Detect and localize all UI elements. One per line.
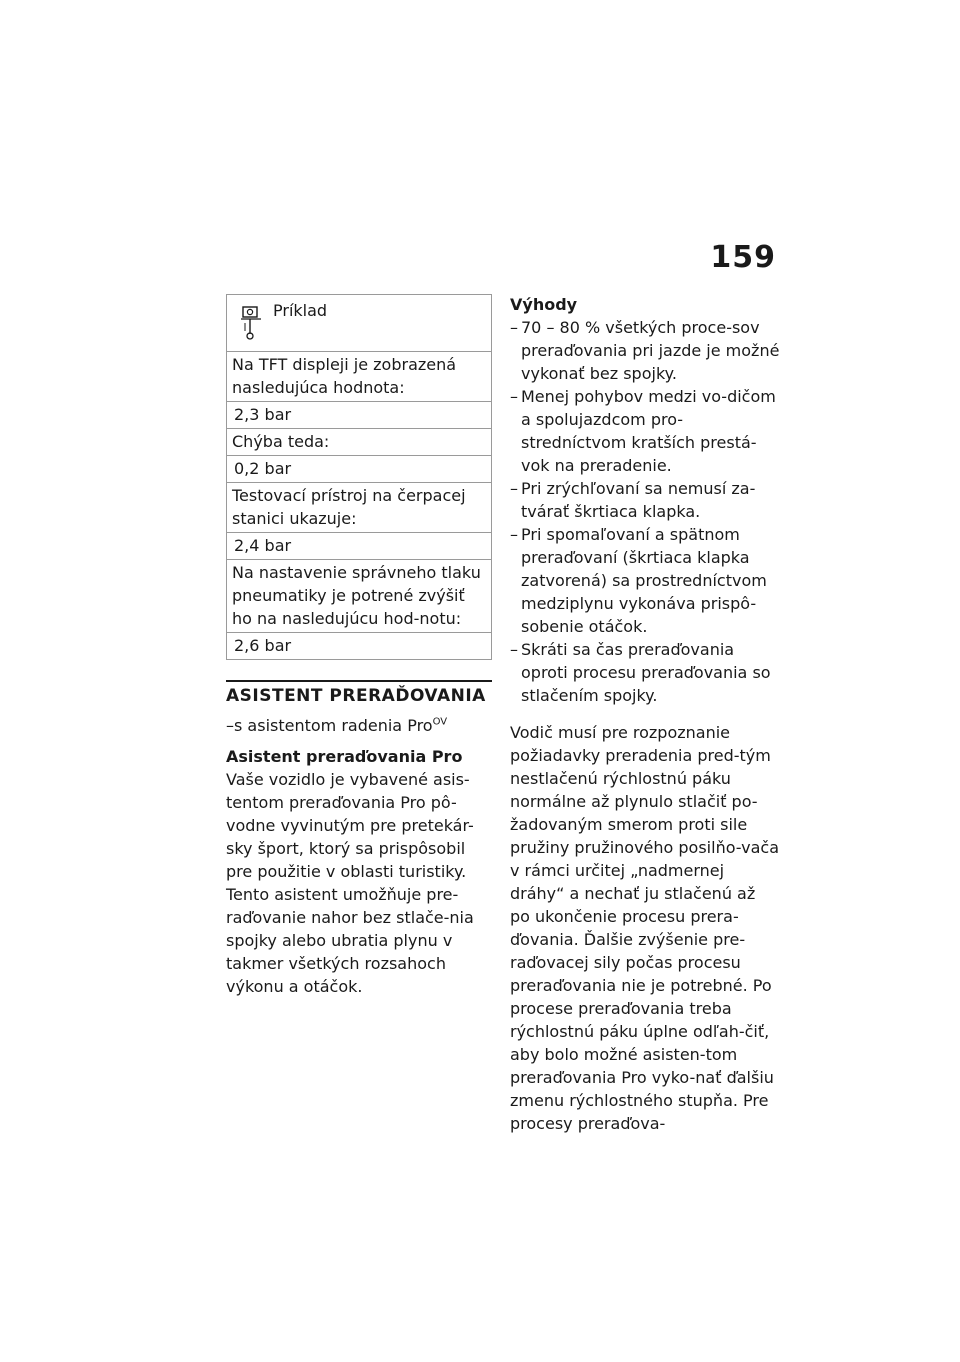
advantage-text: 70 – 80 % všetkých proce-sov preraďovania pri jazde je možné vykonať bez spojky. (521, 318, 780, 383)
right-column (510, 293, 780, 1135)
section-note-superscript: OV (432, 716, 448, 728)
example-label-row: Na nastavenie správneho tlaku pneumatiky je potrené zvýšiť ho na nasledujúcu hod-notu: (227, 560, 491, 633)
tire-gauge-icon (239, 305, 263, 341)
bullet-dash: – (510, 525, 518, 544)
left-column (226, 294, 492, 998)
example-value-row: 2,6 bar (234, 636, 292, 655)
advantage-item (510, 316, 780, 385)
bullet-dash: – (510, 479, 518, 498)
advantage-text: Pri zrýchľovaní sa nemusí za-tvárať škrtiaca klapka. (521, 479, 756, 521)
advantage-item (510, 477, 780, 523)
bullet-dash: – (510, 640, 518, 659)
advantages-list (510, 316, 780, 707)
section-paragraph: Vaše vozidlo je vybavené asis-tentom preraďovania Pro pô-vodne vyvinutým pre pretekár-sky šport, ktorý sa prispôsobil pre použitie v oblasti turistiky. Tento asistent umožňuje pre-raďovanie nahor bez stlače-nia spojky alebo ubratia plynu v takmer všetkých rozsahoch výkonu a otáčok. (226, 770, 474, 996)
bullet-dash: – (510, 387, 518, 406)
advantage-item (510, 385, 780, 477)
example-label-row: Na TFT displeji je zobrazená nasledujúca hodnota: (227, 352, 491, 402)
section-heading: ASISTENT PRERAĎOVANIA (226, 680, 492, 706)
example-box-header (227, 295, 491, 352)
advantage-item (510, 638, 780, 707)
example-box (226, 294, 492, 660)
advantage-text: Menej pohybov medzi vo-dičom a spolujazdcom pro-stredníctvom kratších prestá-vok na preradenie. (521, 387, 776, 475)
example-box-title: Príklad (273, 301, 328, 320)
advantage-item (510, 523, 780, 638)
advantage-text: Skráti sa čas preraďovania oproti procesu preraďovania so stlačením spojky. (521, 640, 771, 705)
example-label-row: Chýba teda: (227, 429, 491, 456)
right-paragraph: Vodič musí pre rozpoznanie požiadavky preradenia pred-tým nestlačenú rýchlostnú páku normálne až plynulo stlačiť po-žadovaným smerom proti sile pružiny pružinového posilňo-vača v rámci určitej „nadmernej dráhy“ a nechať ju stlačenú až po ukončenie procesu prera-ďovania. Ďalšie zvýšenie pre-raďovacej sily počas procesu preraďovania nie je potrebné. Po procese preraďovania treba rýchlostnú páku úplne odľah-čiť, aby bolo možné asisten-tom preraďovania Pro vyko-nať ďalšiu zmenu rýchlostného stupňa. Pre procesy preraďova- (510, 723, 780, 1133)
section-note (226, 716, 492, 735)
example-value-row: 2,3 bar (227, 402, 491, 429)
example-value-row: 2,4 bar (227, 533, 491, 560)
advantages-heading: Výhody (510, 295, 578, 314)
example-label-row: Testovací prístroj na čerpacej stanici ukazuje: (227, 483, 491, 533)
example-value-row: 0,2 bar (227, 456, 491, 483)
page-number: 159 (710, 240, 776, 275)
section-note-text: –s asistentom radenia Pro (226, 716, 433, 735)
section-subheading: Asistent preraďovania Pro (226, 747, 463, 766)
example-box-rows (227, 352, 491, 659)
advantage-text: Pri spomaľovaní a spätnom preraďovaní (škrtiaca klapka zatvorená) sa prostredníctvom medziplynu vykonáva prispô-sobenie otáčok. (521, 525, 767, 636)
bullet-dash: – (510, 318, 518, 337)
